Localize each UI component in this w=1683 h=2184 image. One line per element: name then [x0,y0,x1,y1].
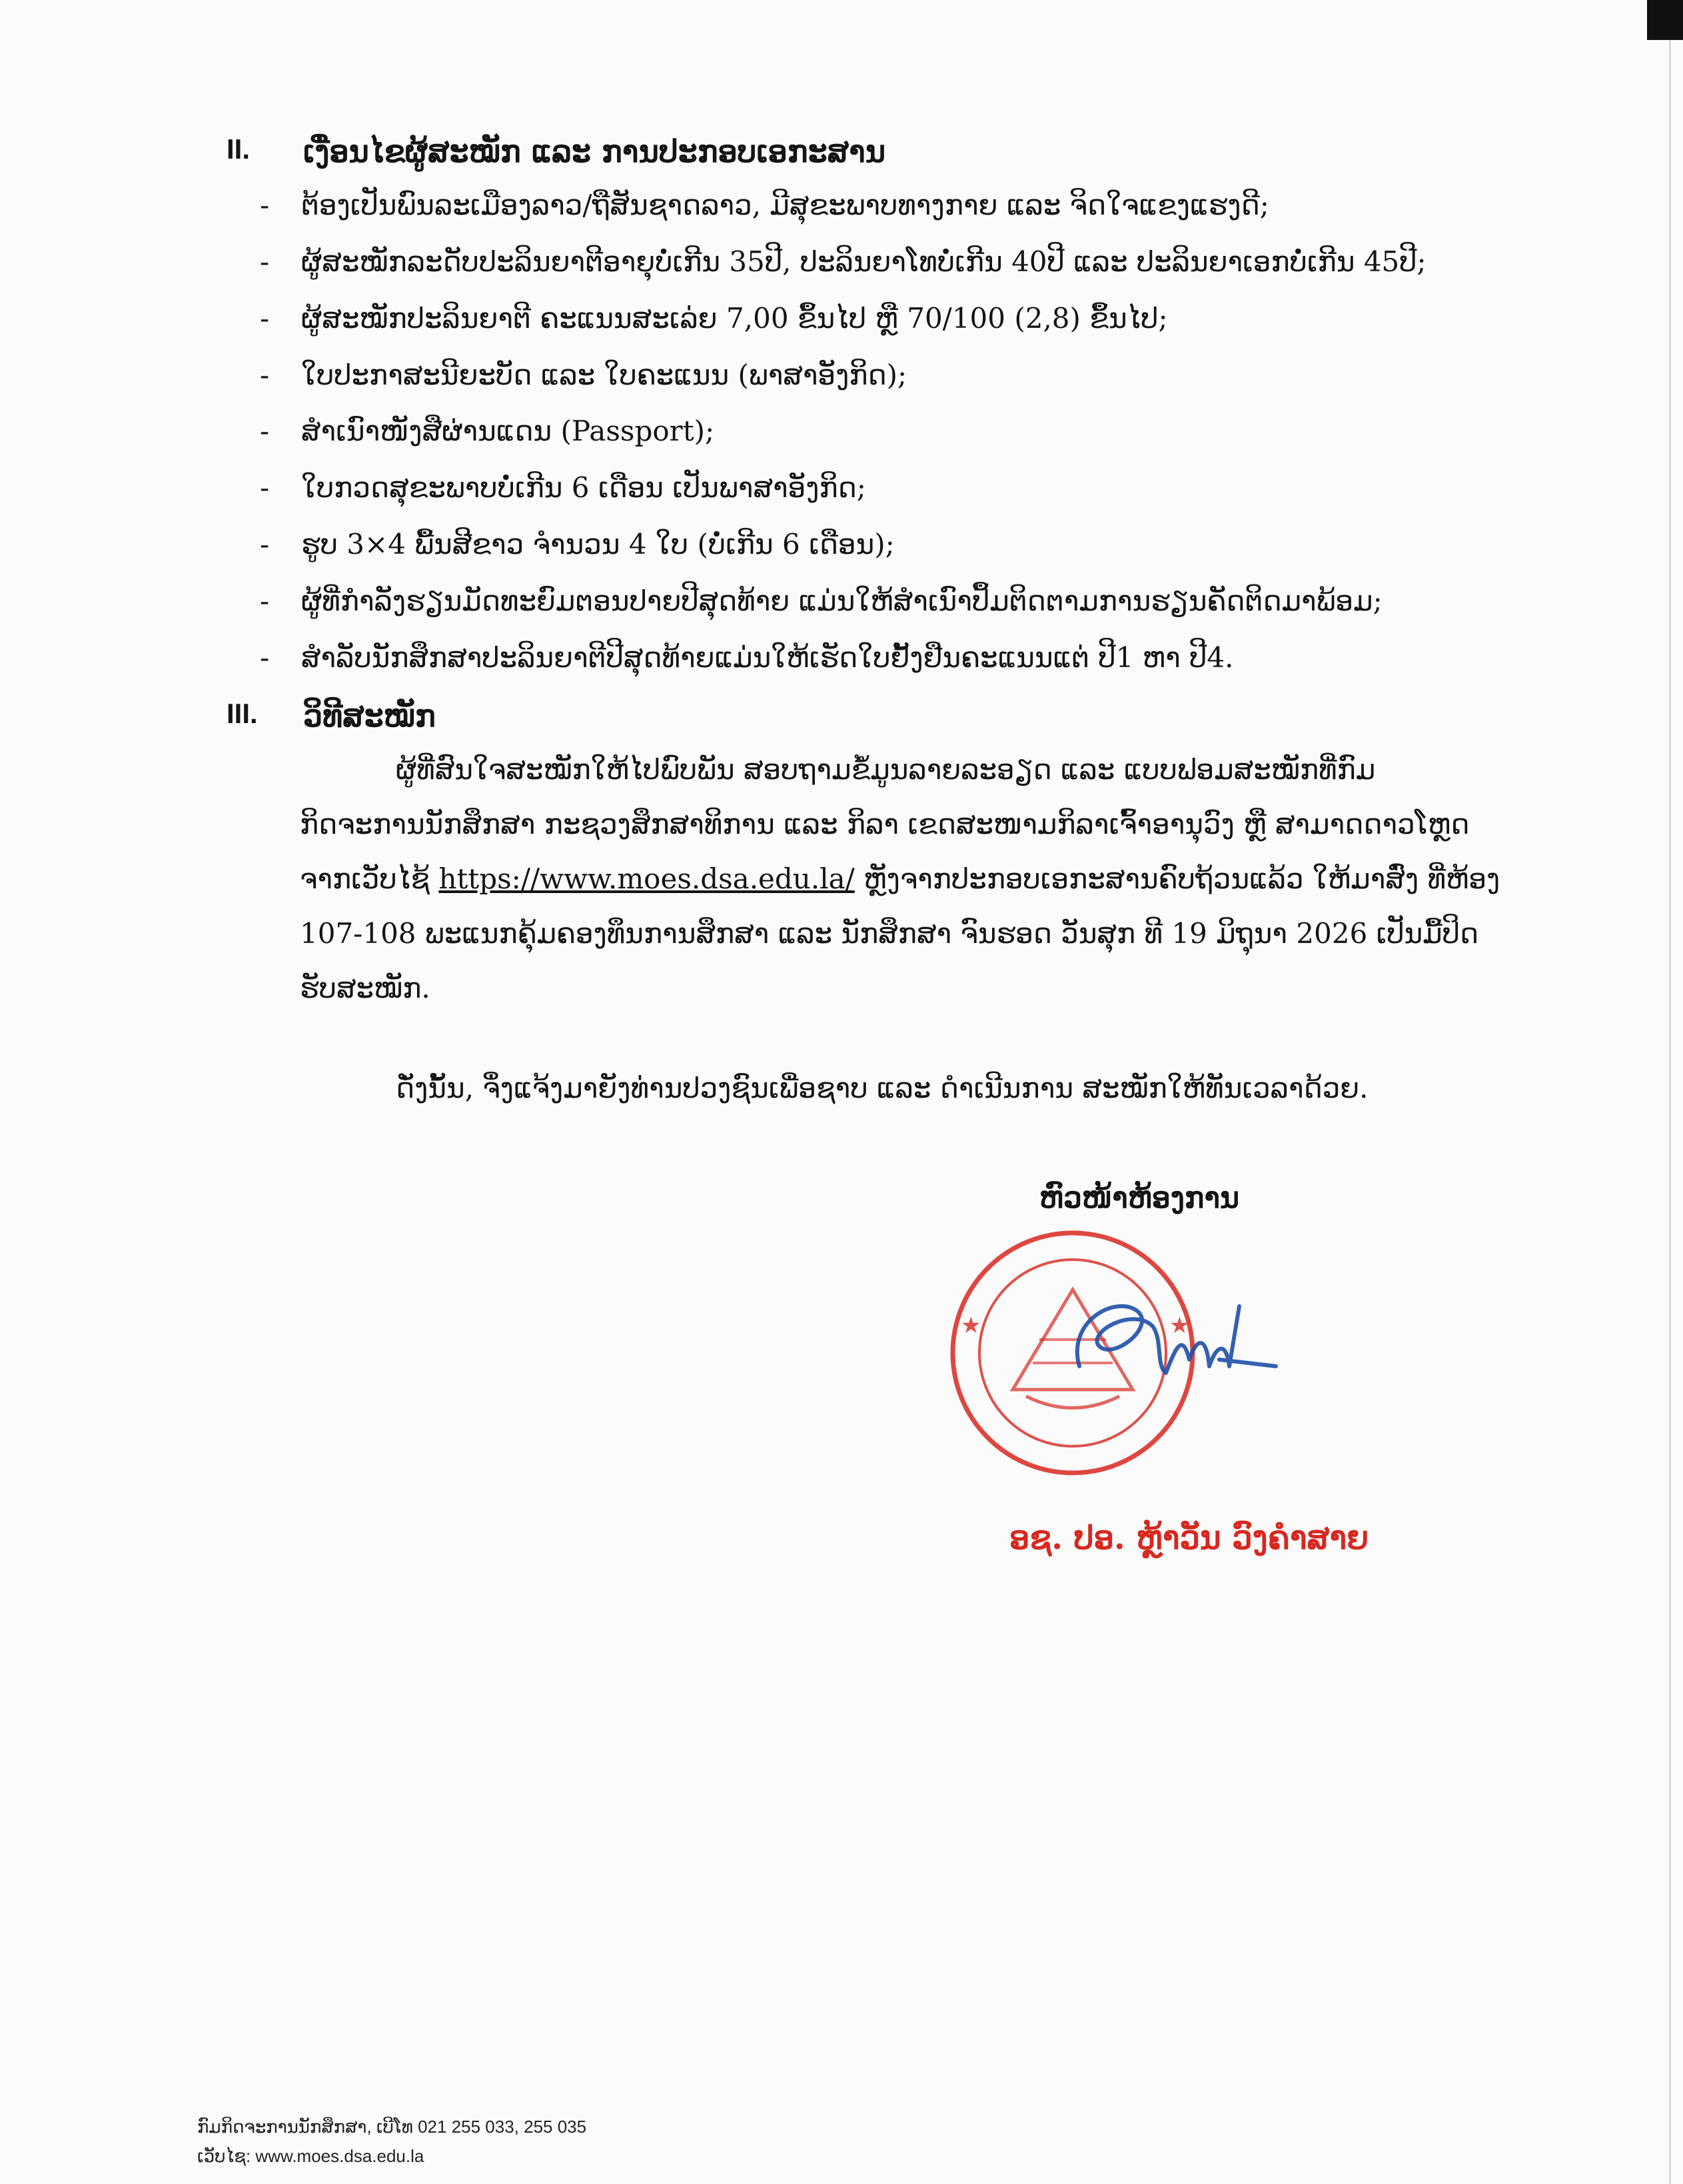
bullet-dash: - [260,189,270,221]
paragraph-line: 107-108 ພະແນກຄຸ້ມຄອງທຶນການສຶກສາ ແລະ ນັກສຶກສາ ຈົນຮອດ ວັນສຸກ ທີ 19 ມິຖຸນາ 2026 ເປັນມື້ປິດ [300,917,1479,950]
list-item-text: ໃບປະກາສະນີຍະບັດ ແລະ ໃບຄະແນນ (ພາສາອັງກິດ); [301,359,907,391]
bullet-dash: - [260,359,270,391]
handwritten-signature [1039,1266,1293,1420]
signer-title: ຫົວໜ້າຫ້ອງການ [1039,1181,1240,1215]
paragraph-line [300,862,1500,895]
paragraph-text: ຈາກເວັບໄຊ້ [300,862,430,895]
footer-contact: ກົມກິດຈະການນັກສຶກສາ, ເບີໂທ 021 255 033, 255 035 [197,2117,587,2137]
paragraph-line: ກິດຈະການນັກສຶກສາ ກະຊວງສຶກສາທິການ ແລະ ກິລາ ເຂດສະໜາມກິລາເຈົ້າອານຸວົງ ຫຼື ສາມາດດາວໂຫຼດ [300,808,1470,840]
list-item-text: ຜູ້ສະໝັກລະດັບປະລິນຍາຕີອາຍຸບໍ່ເກີນ 35ປີ, ປະລິນຍາໂທບໍ່ເກີນ 40ປີ ແລະ ປະລິນຍາເອກບໍ່ເກີນ 45ປີ; [301,245,1426,278]
signer-name: ອຊ. ປອ. ຫຼ້າວັນ ວົງຄຳສາຍ [1009,1520,1369,1557]
scan-edge-mark [1647,0,1683,40]
bullet-dash: - [260,302,270,335]
paragraph-line: ຮັບສະໝັກ. [300,972,430,1004]
bullet-dash: - [260,245,270,278]
list-item-text: ຜູ້ທີ່ກຳລັງຮຽນມັດທະຍົມຕອນປາຍປີສຸດທ້າຍ ແມ່ນໃຫ້ສຳເນົາປຶ້ມຕິດຕາມການຮຽນຄັດຕິດມາພ້ອມ; [301,584,1383,617]
svg-text:★: ★ [961,1312,981,1339]
list-item-text: ສຳເນົາໜັງສືຜ່ານແດນ (Passport); [301,415,715,447]
svg-text:★: ★ [1169,1312,1190,1339]
paragraph-text: ຫຼັງຈາກປະກອບເອກະສານຄົບຖ້ວນແລ້ວ ໃຫ້ມາສົ່ງ ທີ່ຫ້ອງ [863,862,1500,895]
paragraph-line: ຜູ້ທີ່ສົນໃຈສະໝັກໃຫ້ໄປພົບພັນ ສອບຖາມຂໍ້ມູນລາຍລະອຽດ ແລະ ແບບຟອມສະໝັກທີ່ກົມ [396,753,1376,786]
scan-edge-line [1669,0,1671,2184]
website-link[interactable]: https://www.moes.dsa.edu.la/ [438,862,855,895]
section-3-title: ວິທີສະໝັກ [303,698,436,734]
closing-statement: ດັ່ງນັ້ນ, ຈຶ່ງແຈ້ງມາຍັງທ່ານປວງຊົນເພື່ອຊາບ ແລະ ດຳເນີນການ ສະໝັກໃຫ້ທັນເວລາດ້ວຍ. [396,1072,1369,1104]
section-2-title: ເງື່ອນໄຂຜູ້ສະໝັກ ແລະ ການປະກອບເອກະສານ [303,133,886,169]
list-item-text: ສຳລັບນັກສຶກສາປະລິນຍາຕີປີສຸດທ້າຍແມ່ນໃຫ້ເຮັດໃບຢັ້ງຢືນຄະແນນແຕ່ ປີ1 ຫາ ປີ4. [301,641,1234,674]
list-item-text: ຮູບ 3×4 ພື້ນສີຂາວ ຈຳນວນ 4 ໃບ (ບໍ່ເກີນ 6 ເດືອນ); [301,528,895,560]
bullet-dash: - [260,528,270,560]
list-item-text: ໃບກວດສຸຂະພາບບໍ່ເກີນ 6 ເດືອນ ເປັນພາສາອັງກິດ; [301,471,866,504]
section-3-number: III. [227,698,258,729]
bullet-dash: - [260,584,270,617]
footer-website: ເວັບໄຊ: www.moes.dsa.edu.la [197,2146,424,2166]
bullet-dash: - [260,415,270,447]
list-item-text: ຜູ້ສະໝັກປະລິນຍາຕີ ຄະແນນສະເລ່ຍ 7,00 ຂຶ້ນໄປ ຫຼື 70/100 (2,8) ຂຶ້ນໄປ; [301,302,1168,335]
bullet-dash: - [260,471,270,504]
list-item-text: ຕ້ອງເປັນພົນລະເມືອງລາວ/ຖືສັນຊາດລາວ, ມີສຸຂະພາບທາງກາຍ ແລະ ຈິດໃຈແຂງແຮງດີ; [301,189,1269,221]
bullet-dash: - [260,641,270,674]
section-2-number: II. [227,133,251,165]
